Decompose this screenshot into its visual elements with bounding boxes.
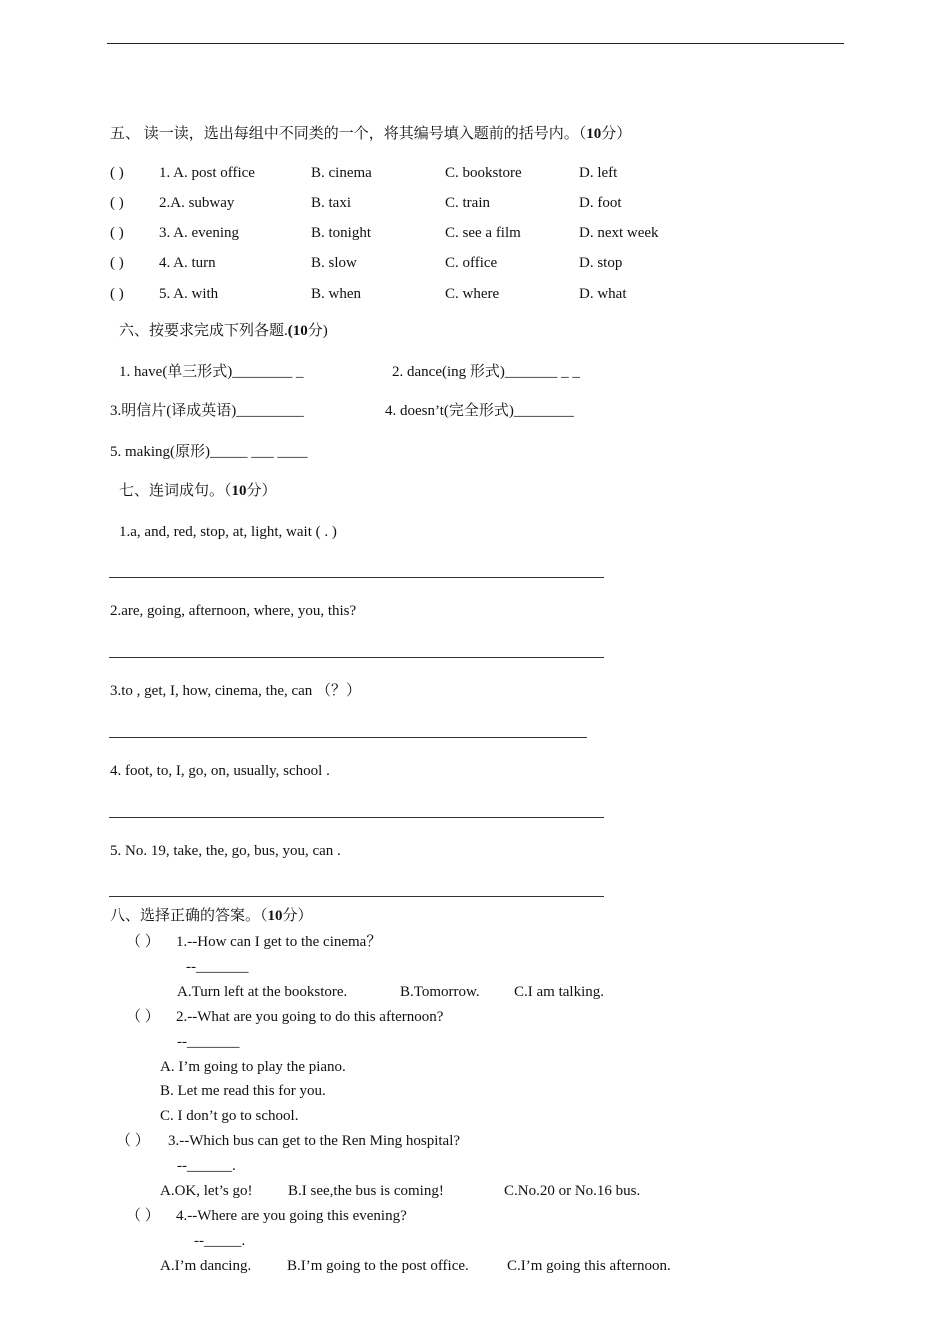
option-c: C. train xyxy=(445,195,490,211)
answer-bracket[interactable]: ( ) xyxy=(110,195,124,211)
answer-line-3[interactable] xyxy=(109,737,587,738)
option-d: D. left xyxy=(579,165,618,181)
section5-score-suffix: 分） xyxy=(601,126,632,142)
answer-bracket[interactable]: ( ) xyxy=(110,225,124,241)
section7-score-suffix: 分） xyxy=(246,483,277,499)
q4-bracket[interactable]: （ ） xyxy=(126,1208,160,1224)
section8-score: 10 xyxy=(267,908,283,924)
q2-bracket[interactable]: （ ） xyxy=(126,1009,160,1025)
section7-item-1: 1.a, and, red, stop, at, light, wait ( . ) xyxy=(119,524,337,540)
section6-item-4[interactable]: 4. doesn’t(完全形式)________ xyxy=(385,403,574,419)
q2-blank: --_______ xyxy=(177,1034,240,1050)
q1-bracket[interactable]: （ ） xyxy=(126,934,160,950)
q4-question: 4.--Where are you going this evening? xyxy=(176,1208,407,1224)
answer-line-1[interactable] xyxy=(109,577,604,578)
q4-option-c: C.I’m going this afternoon. xyxy=(507,1258,671,1274)
answer-bracket[interactable]: ( ) xyxy=(110,165,124,181)
option-b: B. taxi xyxy=(311,195,351,211)
q1-blank: --_______ xyxy=(186,959,249,975)
option-a: 5. A. with xyxy=(159,286,219,302)
section7-item-2: 2.are, going, afternoon, where, you, this? xyxy=(110,603,357,619)
section5-score: 10 xyxy=(586,126,602,142)
q4-blank: --_____. xyxy=(194,1233,246,1249)
section8-title-text: 八、选择正确的答案。（ xyxy=(110,908,268,924)
section7-title xyxy=(119,482,277,500)
section8-score-suffix: 分） xyxy=(282,908,313,924)
option-b: B. when xyxy=(311,286,361,302)
section7-item-5: 5. No. 19, take, the, go, bus, you, can . xyxy=(110,843,341,859)
section6-item-1[interactable]: 1. have(单三形式)________ _ xyxy=(119,364,304,380)
header-rule xyxy=(107,43,844,44)
q2-option-a: A. I’m going to play the piano. xyxy=(160,1059,346,1075)
section6-item-2[interactable]: 2. dance(ing 形式)_______ _ _ xyxy=(392,364,580,380)
section8-title xyxy=(110,907,313,925)
option-d: D. foot xyxy=(579,195,622,211)
section6-item-3[interactable]: 3.明信片(译成英语)_________ xyxy=(110,403,304,419)
option-c: C. where xyxy=(445,286,500,302)
q1-option-c: C.I am talking. xyxy=(514,984,604,1000)
q2-question: 2.--What are you going to do this afternoon? xyxy=(176,1009,444,1025)
section7-item-4: 4. foot, to, I, go, on, usually, school . xyxy=(110,763,330,779)
option-c: C. bookstore xyxy=(445,165,522,181)
q4-option-a: A.I’m dancing. xyxy=(160,1258,252,1274)
answer-bracket[interactable]: ( ) xyxy=(110,286,124,302)
section7-item-3: 3.to , get, I, how, cinema, the, can （？） xyxy=(110,683,362,699)
section5-title-text: 五、 读一读，选出每组中不同类的一个，将其编号填入题前的括号内。（ xyxy=(110,126,587,142)
section7-title-text: 七、连词成句。（ xyxy=(119,483,232,499)
section6-title-text: 六、按要求完成下列各题. xyxy=(119,323,288,339)
option-c: C. office xyxy=(445,255,498,271)
answer-line-4[interactable] xyxy=(109,817,604,818)
option-b: B. tonight xyxy=(311,225,372,241)
option-a: 2.A. subway xyxy=(159,195,235,211)
answer-line-5[interactable] xyxy=(109,896,604,897)
section6-score-suffix: 分) xyxy=(307,323,328,339)
answer-line-2[interactable] xyxy=(109,657,604,658)
option-d: D. next week xyxy=(579,225,659,241)
q4-option-b: B.I’m going to the post office. xyxy=(287,1258,469,1274)
q3-bracket[interactable]: （ ） xyxy=(116,1133,150,1149)
section6-score: (10 xyxy=(287,323,308,339)
section6-item-5[interactable]: 5. making(原形)_____ ___ ____ xyxy=(110,444,308,460)
q1-option-a: A.Turn left at the bookstore. xyxy=(177,984,348,1000)
option-d: D. what xyxy=(579,286,627,302)
q3-option-c: C.No.20 or No.16 bus. xyxy=(504,1183,641,1199)
section5-title xyxy=(110,125,631,143)
section7-score: 10 xyxy=(231,483,247,499)
q1-question: 1.--How can I get to the cinema？ xyxy=(176,934,382,950)
q2-option-c: C. I don’t go to school. xyxy=(160,1108,299,1124)
option-a: 3. A. evening xyxy=(159,225,239,241)
q3-option-a: A.OK, let’s go! xyxy=(160,1183,253,1199)
q2-option-b: B. Let me read this for you. xyxy=(160,1083,326,1099)
option-b: B. slow xyxy=(311,255,357,271)
q1-option-b: B.Tomorrow. xyxy=(400,984,480,1000)
option-d: D. stop xyxy=(579,255,623,271)
option-b: B. cinema xyxy=(311,165,372,181)
q3-option-b: B.I see,the bus is coming! xyxy=(288,1183,444,1199)
option-a: 4. A. turn xyxy=(159,255,216,271)
option-a: 1. A. post office xyxy=(159,165,255,181)
option-c: C. see a film xyxy=(445,225,521,241)
section6-title xyxy=(119,322,328,340)
answer-bracket[interactable]: ( ) xyxy=(110,255,124,271)
q3-blank: --______. xyxy=(177,1158,236,1174)
q3-question: 3.--Which bus can get to the Ren Ming hospital? xyxy=(168,1133,461,1149)
